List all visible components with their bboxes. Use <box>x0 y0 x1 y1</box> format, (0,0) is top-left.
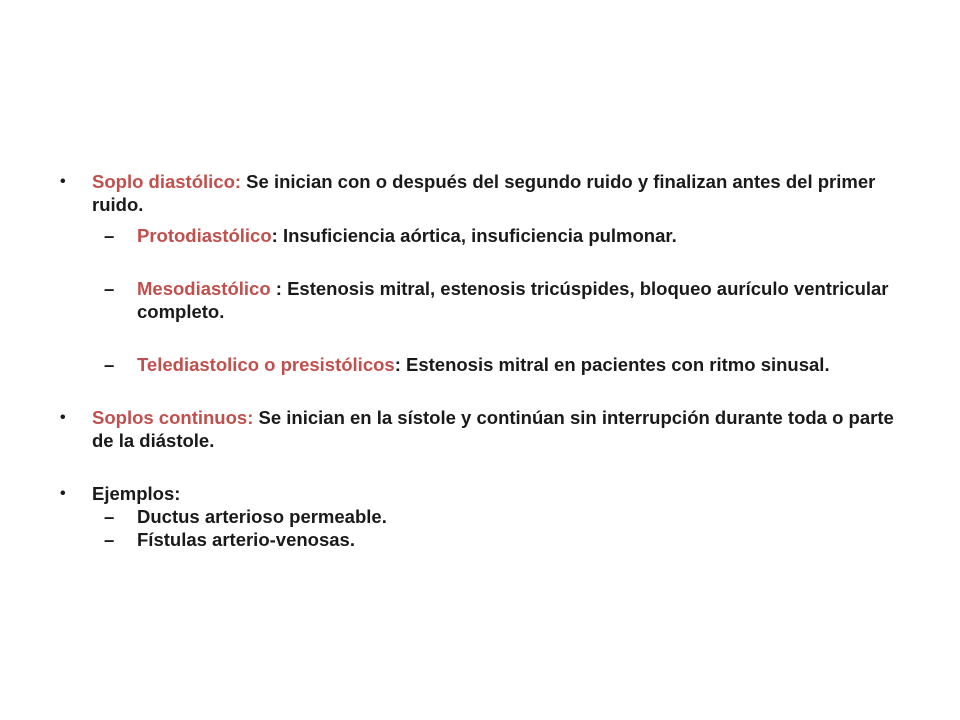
term-telediastolico: Telediastolico o presistólicos <box>137 354 395 375</box>
dash-icon: – <box>104 278 115 299</box>
bullet-item-soplo-diastolico <box>58 170 918 216</box>
bullet-icon: • <box>60 485 66 502</box>
dash-icon: – <box>104 225 115 246</box>
example-fistulas: Fístulas arterio-venosas. <box>137 529 355 550</box>
bullet-item-ejemplos <box>58 482 918 505</box>
term-soplos-continuos: Soplos continuos: <box>92 407 254 428</box>
dash-icon: – <box>104 529 115 550</box>
term-soplo-diastolico: Soplo diastólico: <box>92 171 242 192</box>
desc-protodiastolico: : Insuficiencia aórtica, insuficiencia pulmonar. <box>271 225 677 246</box>
bullet-item-soplos-continuos <box>58 406 918 452</box>
sub-item-protodiastolico <box>58 224 918 247</box>
term-mesodiastolico: Mesodiastólico <box>137 278 276 299</box>
slide-body <box>58 170 918 551</box>
label-ejemplos: Ejemplos: <box>92 483 181 504</box>
sub-item-ductus <box>58 505 918 528</box>
bullet-icon: • <box>60 173 66 190</box>
bullet-icon: • <box>60 409 66 426</box>
sub-item-mesodiastolico <box>58 277 918 323</box>
sub-item-fistulas <box>58 528 918 551</box>
sub-item-telediastolico <box>58 353 918 376</box>
example-ductus: Ductus arterioso permeable. <box>137 506 387 527</box>
term-protodiastolico: Protodiastólico <box>137 225 272 246</box>
desc-soplos-continuos: Se inician en la sístole y continúan sin interrupción durante toda o parte de la diástole. <box>92 407 894 451</box>
dash-icon: – <box>104 506 115 527</box>
dash-icon: – <box>104 354 115 375</box>
desc-soplo-diastolico: Se inician con o después del segundo ruido y finalizan antes del primer ruido. <box>92 171 876 215</box>
desc-mesodiastolico: : Estenosis mitral, estenosis tricúspides, bloqueo aurículo ventricular completo. <box>137 278 889 322</box>
desc-telediastolico: : Estenosis mitral en pacientes con ritmo sinusal. <box>394 354 830 375</box>
